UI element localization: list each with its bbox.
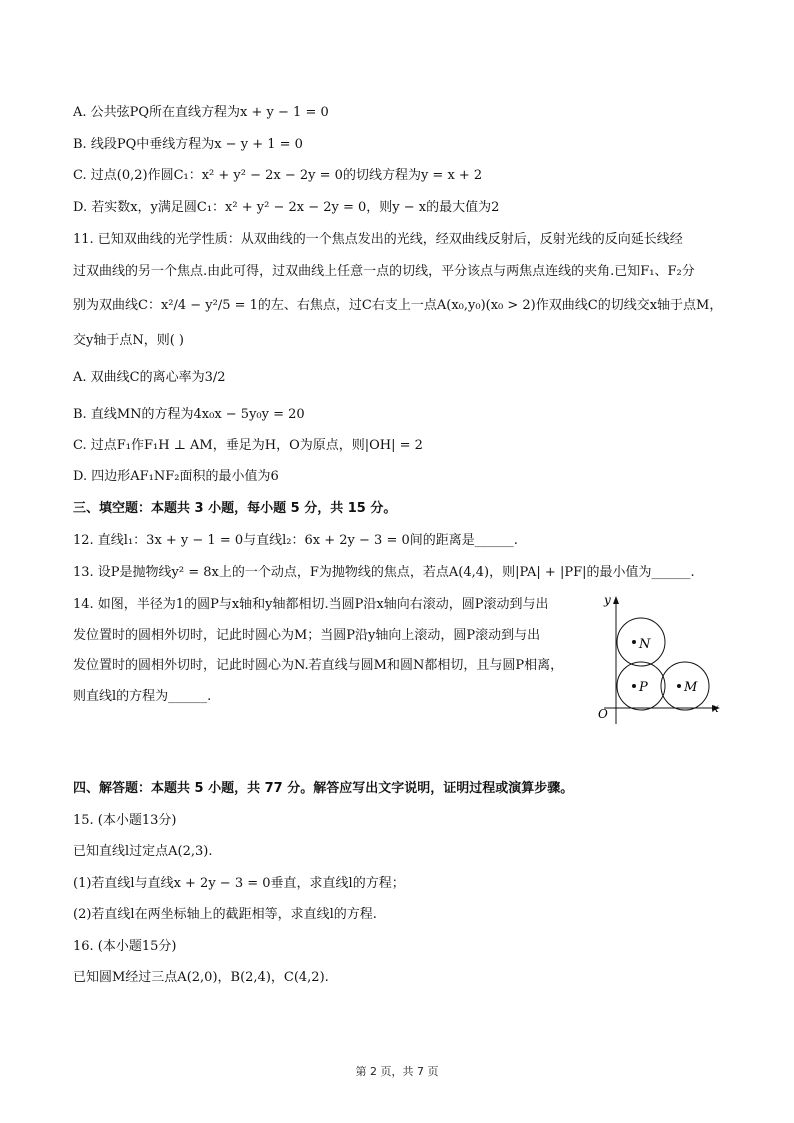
label-m: M [684, 680, 698, 695]
question-14-line-4: 则直线l的方程为______. [73, 689, 212, 704]
center-m [677, 684, 681, 688]
page-footer: 第 2 页，共 7 页 [355, 1065, 439, 1078]
center-p [632, 684, 636, 688]
option-10c: C. 过点(0,2)作圆C₁：x² + y² − 2x − 2y = 0的切线方程为y = x + 2 [73, 168, 483, 183]
label-p: P [639, 680, 648, 695]
question-11-line-4: 交y轴于点N，则( ) [73, 333, 184, 348]
option-11c: C. 过点F₁作F₁H ⊥ AM，垂足为H，O为原点，则|OH| = 2 [73, 438, 423, 453]
section-3-heading: 三、填空题：本题共 3 小题，每小题 5 分，共 15 分。 [73, 501, 397, 516]
y-axis-arrow [613, 596, 619, 604]
option-11b: B. 直线MN的方程为4x₀x − 5y₀y = 20 [73, 407, 305, 422]
question-13: 13. 设P是抛物线y² = 8x上的一个动点，F为抛物线的焦点，若点A(4,4)，则|PA| + |PF|的最小值为______. [73, 565, 695, 580]
section-4-heading: 四、解答题：本题共 5 小题，共 77 分。解答应写出文字说明，证明过程或演算步骤。 [73, 781, 574, 796]
x-axis-label: x [712, 701, 719, 715]
question-11-line-1: 11. 已知双曲线的光学性质：从双曲线的一个焦点发出的光线，经双曲线反射后，反射光线的反向延长线经 [73, 232, 683, 247]
option-10d: D. 若实数x，y满足圆C₁：x² + y² − 2x − 2y = 0，则y − x的最大值为2 [73, 200, 500, 215]
question-16-header: 16. (本小题15分) [73, 939, 177, 954]
question-15-part-2: (2)若直线l在两坐标轴上的截距相等，求直线l的方程. [73, 907, 377, 922]
label-n: N [639, 637, 651, 652]
question-12: 12. 直线l₁：3x + y − 1 = 0与直线l₂：6x + 2y − 3 = 0间的距离是______. [73, 533, 518, 548]
question-15-part-1: (1)若直线l与直线x + 2y − 3 = 0垂直，求直线l的方程； [73, 876, 405, 891]
option-10b: B. 线段PQ中垂线方程为x − y + 1 = 0 [73, 137, 303, 152]
question-15-header: 15. (本小题13分) [73, 813, 177, 828]
y-axis-label: y [604, 593, 611, 607]
option-11d: D. 四边形AF₁NF₂面积的最小值为6 [73, 469, 279, 484]
question-14-line-1: 14. 如图，半径为1的圆P与x轴和y轴都相切.当圆P沿x轴向右滚动，圆P滚动到与出 [73, 597, 549, 612]
option-11a: A. 双曲线C的离心率为3/2 [73, 370, 226, 385]
circles-figure [590, 590, 730, 730]
question-14-line-3: 发位置时的圆相外切时，记此时圆心为N.若直线与圆M和圆N都相切，且与圆P相离， [73, 658, 564, 673]
question-11-line-2: 过双曲线的另一个焦点.由此可得，过双曲线上任意一点的切线，平分该点与两焦点连线的夹角.已知F₁、F₂分 [73, 264, 695, 279]
question-14-line-2: 发位置时的圆相外切时，记此时圆心为M；当圆P沿y轴向上滚动，圆P滚动到与出 [73, 628, 541, 643]
center-n [632, 640, 636, 644]
question-15-text: 已知直线l过定点A(2,3). [73, 844, 213, 859]
question-11-line-3: 别为双曲线C：x²/4 − y²/5 = 1的左、右焦点，过C右支上一点A(x₀,y₀)(x₀ > 2)作双曲线C的切线交x轴于点M， [73, 298, 723, 313]
origin-label: O [598, 707, 608, 721]
option-10a: A. 公共弦PQ所在直线方程为x + y − 1 = 0 [73, 105, 329, 120]
question-16-text: 已知圆M经过三点A(2,0)，B(2,4)，C(4,2). [73, 970, 329, 985]
